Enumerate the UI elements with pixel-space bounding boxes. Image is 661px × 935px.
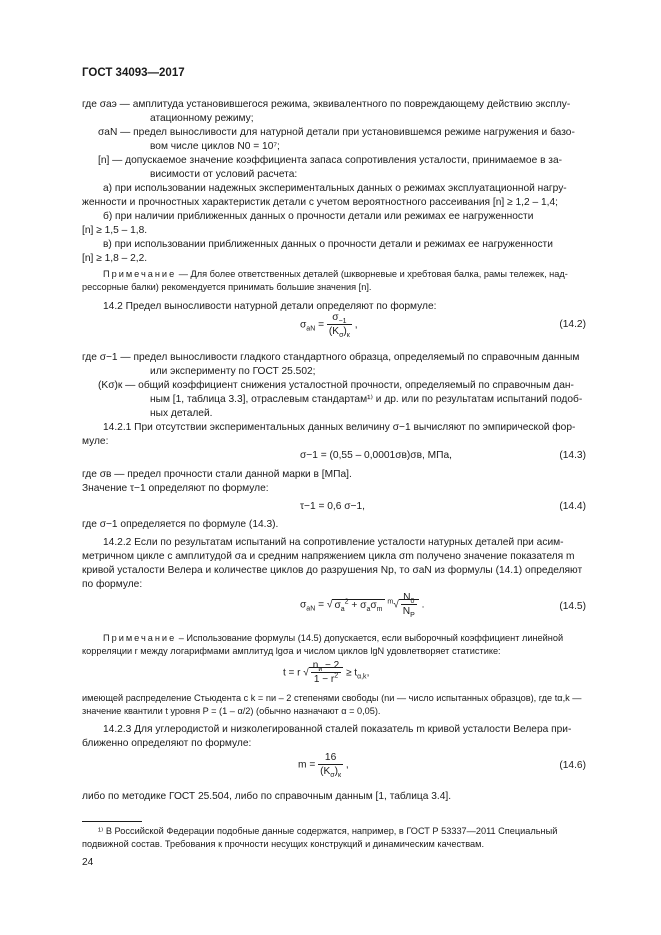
formula-14-4: τ−1 = 0,6 σ−1,	[300, 501, 365, 512]
footnote-rule	[82, 821, 142, 822]
section-14-2-3-after: либо по методике ГОСТ 25.504, либо по справочным данным [1, таблица 3.4].	[82, 791, 452, 802]
note1-line1: Примечание — Для более ответственных деталей (шкворневые и хребтовая балка, рамы тележек, над-	[103, 269, 568, 279]
item-a-line2: женности и прочностных характеристик детали с учетом вероятностного рассеивания [n] ≥ 1,2 – 1,4;	[82, 197, 558, 208]
eq-number-14-4: (14.4)	[559, 501, 586, 512]
item-c-line1: в) при использовании приближенных данных о прочности детали и режимах ее нагруженности	[103, 239, 553, 250]
def-k-sigma-cont1: ным [1, таблица 3.3], отраслевым стандартам¹⁾ и др. или по результатам испытаний подоб-	[150, 394, 583, 405]
note1-line2: рессорные балки) рекомендуется принимать большие значения [n].	[82, 282, 372, 292]
formula-14-2: $\sigma_{aN}$ = $\frac{\sigma_{-1}}{(K_\sigma)_к}$ ,	[300, 312, 358, 340]
def-k-sigma: (Kσ)к — общий коэффициент снижения усталостной прочности, определяемый по справочным дан-	[98, 380, 574, 391]
section-14-2-3-line2: ближенно определяют по формуле:	[82, 738, 252, 749]
def-sigma-ae-cont: атационному режиму;	[150, 113, 254, 124]
note2-line3: имеющей распределение Стьюдента с k = nи – 2 степенями свободы (nи — число испытанных образцов), где tα,k —	[82, 693, 582, 703]
item-b-line1: б) при наличии приближенных данных о прочности детали или режимах ее нагруженности	[103, 211, 534, 222]
section-14-2-1-line2: муле:	[82, 436, 109, 447]
def-sigma-v: где σв — предел прочности стали данной марки в [МПа].	[82, 469, 352, 480]
def-sigma-ae: где σaэ — амплитуда установившегося режима, эквивалентного по повреждающему действию эксплу-	[82, 99, 571, 110]
eq-number-14-6: (14.6)	[559, 760, 586, 771]
def-sigma-ref: где σ−1 определяется по формуле (14.3).	[82, 519, 279, 530]
def-sigma-minus1-cont: или эксперименту по ГОСТ 25.502;	[150, 366, 316, 377]
formula-14-5: $\sigma_{aN}$ = √ $\sigma_a^2 + \sigma_a\sigma_m$ $^m$√ $\frac{N_0}{N_P}$ .	[300, 592, 425, 620]
page-number: 24	[82, 857, 94, 868]
item-c-line2: [n] ≥ 1,8 – 2,2.	[82, 253, 148, 264]
tau-intro: Значение τ−1 определяют по формуле:	[82, 483, 269, 494]
def-n-cont: висимости от условий расчета:	[150, 169, 298, 180]
def-n: [n] — допускаемое значение коэффициента запаса сопротивления усталости, принимаемое в за-	[98, 155, 563, 166]
eq-number-14-2: (14.2)	[559, 319, 586, 330]
document-header: ГОСТ 34093—2017	[82, 67, 185, 79]
footnote-line2: подвижной состав. Требования к прочности несущих конструкций и динамическим качествам.	[82, 839, 485, 849]
def-sigma-an: σaN — предел выносливости для натурной детали при установившемся режиме нагружения и базо-	[98, 127, 575, 138]
formula-14-3: σ−1 = (0,55 – 0,0001σв)σв, МПа,	[300, 450, 452, 461]
formula-student-t: t = r √ $\frac{n_и - 2}{1 - r^2}$ ≥ $t_{\alpha,k}$,	[283, 660, 370, 685]
item-b-line2: [n] ≥ 1,5 – 1,8.	[82, 225, 148, 236]
section-14-2-2-line3: кривой усталости Велера и количестве циклов до разрушения Np, то σaN из формулы (14.1) определяют	[82, 565, 583, 576]
note2-line1: Примечание – Использование формулы (14.5) допускается, если выборочный коэффициент линейной	[103, 633, 564, 643]
def-sigma-minus1: где σ−1 — предел выносливости гладкого стандартного образца, определяемый по справочным данным	[82, 352, 580, 363]
formula-14-6: m = $\frac{16}{(K_\sigma)_к}$ ,	[298, 752, 349, 780]
note2-line2: корреляции r между логарифмами амплитуд lgσa и числом циклов lgN удовлетворяет статистике:	[82, 646, 501, 656]
eq-number-14-5: (14.5)	[559, 601, 586, 612]
section-14-2-2-line1: 14.2.2 Если по результатам испытаний на сопротивление усталости натурных деталей при асим-	[103, 537, 564, 548]
section-14-2-1-line1: 14.2.1 При отсутствии экспериментальных данных величину σ−1 вычисляют по эмпирической фор-	[103, 422, 576, 433]
def-k-sigma-cont2: ных деталей.	[150, 408, 213, 419]
note2-line4: значение квантили t уровня P = (1 – α/2) (обычно назначают α = 0,05).	[82, 706, 381, 716]
footnote-line1: ¹⁾ В Российской Федерации подобные данные содержатся, например, в ГОСТ Р 53337—2011 Специальный	[98, 826, 558, 836]
section-14-2-3-line1: 14.2.3 Для углеродистой и низколегированной сталей показатель m кривой усталости Велера при-	[103, 724, 572, 735]
section-14-2-2-line2: метричном цикле с амплитудой σa и средним напряжением цикла σm получено значение показателя m	[82, 551, 575, 562]
item-a-line1: а) при использовании надежных экспериментальных данных о режимах эксплуатационной нагру-	[103, 183, 567, 194]
section-14-2-intro: 14.2 Предел выносливости натурной детали определяют по формуле:	[103, 301, 437, 312]
def-sigma-an-cont: вом числе циклов N0 = 10⁷;	[150, 141, 280, 152]
section-14-2-2-line4: по формуле:	[82, 579, 143, 590]
eq-number-14-3: (14.3)	[559, 450, 586, 461]
